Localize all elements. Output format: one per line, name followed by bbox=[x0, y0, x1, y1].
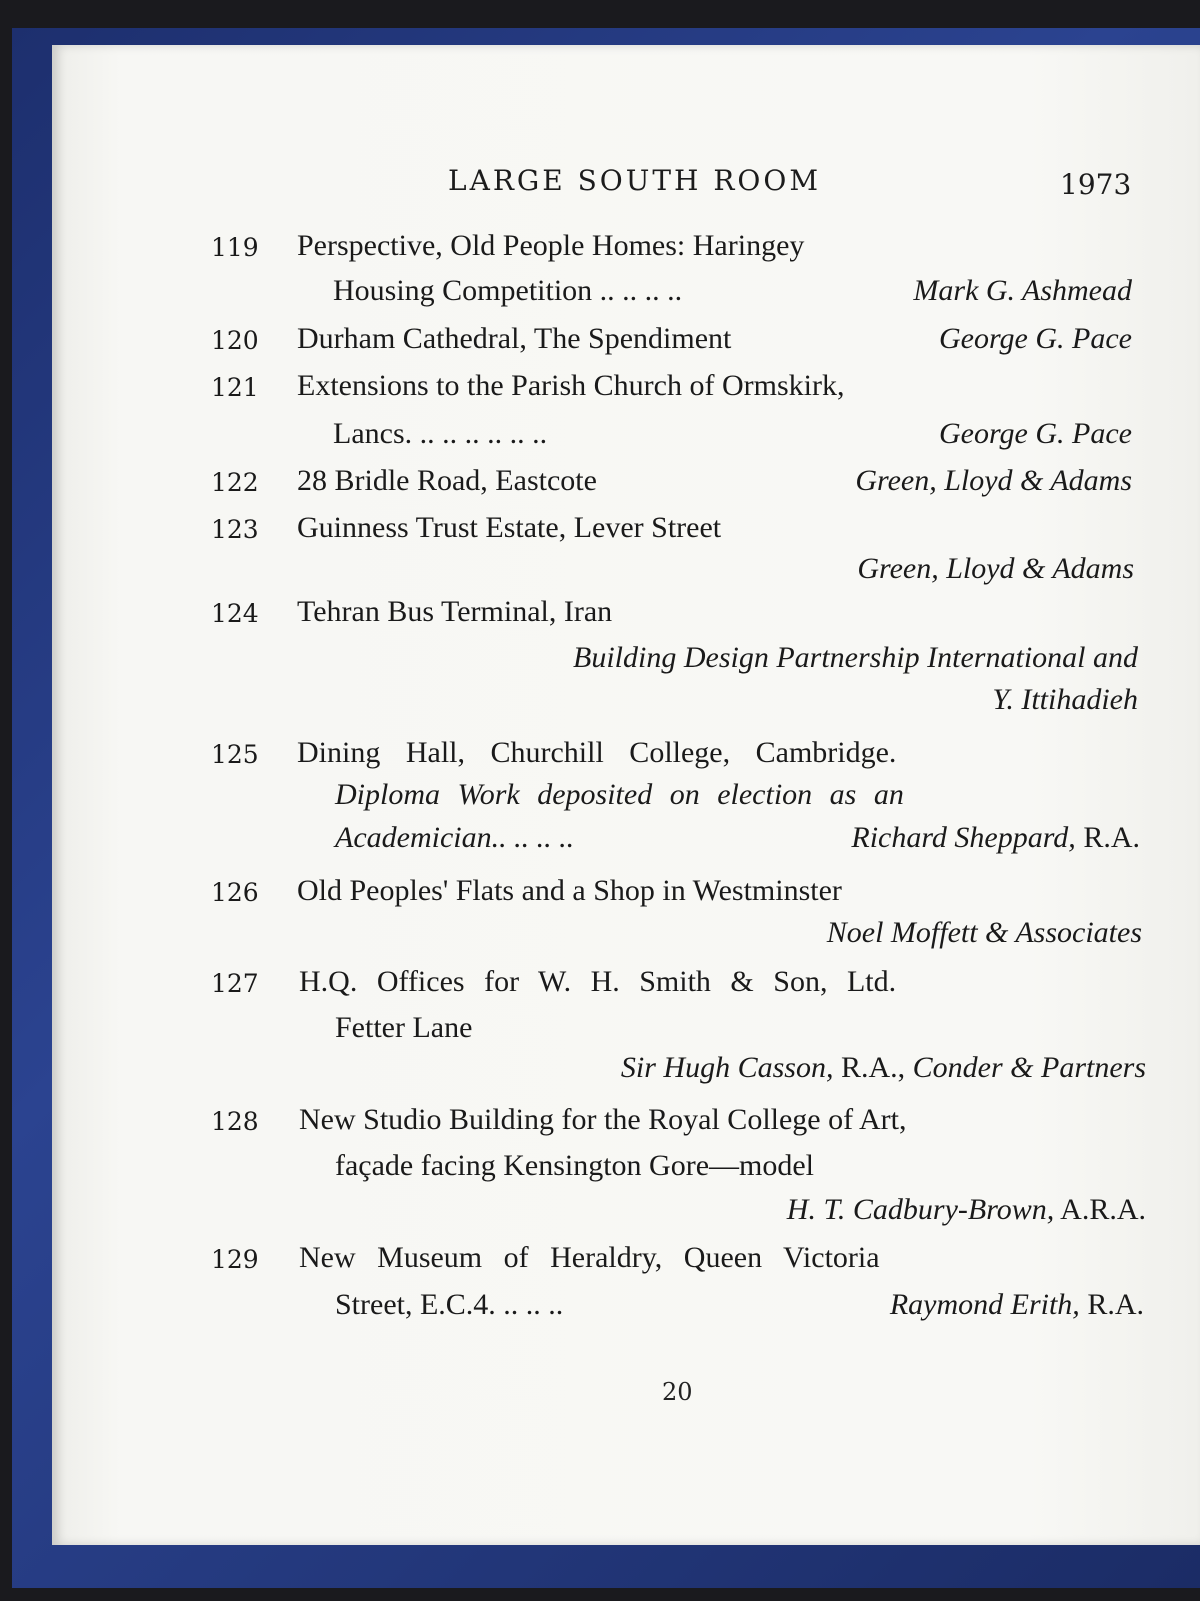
entry-architect bbox=[740, 820, 1140, 856]
entry-title: Street, E.C.4. .. .. .. bbox=[335, 1288, 564, 1321]
entry-title: Tehran Bus Terminal, Iran bbox=[297, 595, 613, 628]
entry-number: 124 bbox=[211, 599, 259, 628]
entry-title: New Museum of Heraldry, Queen Victoria bbox=[299, 1241, 880, 1274]
entry-title: Lancs. .. .. .. .. .. .. bbox=[333, 417, 548, 450]
entry-title: Housing Competition .. .. .. .. bbox=[333, 274, 683, 307]
entry-number: 121 bbox=[211, 373, 259, 402]
entry-title: Academician.. .. .. .. bbox=[335, 821, 575, 854]
entry-number: 127 bbox=[211, 969, 259, 998]
entry-architect: Y. Ittihadieh bbox=[992, 683, 1138, 716]
entry-title: Perspective, Old People Homes: Haringey bbox=[297, 229, 805, 262]
entry-number: 125 bbox=[211, 740, 259, 769]
entry-architect: George G. Pace bbox=[939, 322, 1132, 355]
entry-architect: Building Design Partnership International and bbox=[573, 641, 1138, 674]
entry-title: Old Peoples' Flats and a Shop in Westminster bbox=[297, 874, 842, 907]
entry-title: Durham Cathedral, The Spendiment bbox=[297, 322, 732, 355]
entry-architect: Noel Moffett & Associates bbox=[826, 916, 1142, 949]
entry-title: façade facing Kensington Gore—model bbox=[335, 1149, 814, 1182]
entry-architect: Mark G. Ashmead bbox=[913, 274, 1132, 307]
entry-title: New Studio Building for the Royal College of Art, bbox=[299, 1103, 907, 1136]
entry-architect: Green, Lloyd & Adams bbox=[855, 464, 1132, 497]
entry-architect: Green, Lloyd & Adams bbox=[857, 552, 1134, 585]
entry-architect bbox=[640, 1192, 1146, 1228]
architect-partner: Conder & Partners bbox=[912, 1051, 1146, 1084]
entry-title: Diploma Work deposited on election as an bbox=[335, 778, 904, 811]
entry-title: Fetter Lane bbox=[335, 1011, 473, 1044]
page-number: 20 bbox=[662, 1378, 693, 1406]
architect-name: Raymond Erith, bbox=[889, 1288, 1080, 1321]
running-title: LARGE SOUTH ROOM bbox=[448, 164, 821, 197]
year: 1973 bbox=[1060, 168, 1132, 201]
academic-suffix: R.A. bbox=[1087, 1288, 1144, 1321]
entry-number: 122 bbox=[211, 468, 259, 497]
entry-title: H.Q. Offices for W. H. Smith & Son, Ltd. bbox=[299, 965, 897, 998]
architect-name: H. T. Cadbury-Brown, bbox=[786, 1193, 1055, 1226]
academic-suffix: A.R.A. bbox=[1060, 1193, 1146, 1226]
entry-number: 119 bbox=[211, 233, 259, 262]
entry-architect bbox=[440, 1050, 1146, 1086]
entry-number: 128 bbox=[211, 1107, 259, 1136]
entry-number: 120 bbox=[211, 326, 259, 355]
entry-title: Guinness Trust Estate, Lever Street bbox=[297, 511, 722, 544]
entry-number: 129 bbox=[211, 1245, 259, 1274]
entry-title: Extensions to the Parish Church of Ormskirk, bbox=[297, 369, 845, 402]
academic-suffix: R.A. bbox=[1083, 821, 1140, 854]
entry-architect bbox=[780, 1287, 1144, 1323]
academic-suffix: R.A., bbox=[840, 1051, 906, 1084]
architect-name: Sir Hugh Casson, bbox=[620, 1051, 834, 1084]
entry-number: 126 bbox=[211, 878, 259, 907]
entry-title: Dining Hall, Churchill College, Cambridge. bbox=[297, 736, 897, 769]
entry-number: 123 bbox=[211, 515, 259, 544]
architect-name: Richard Sheppard, bbox=[851, 821, 1076, 854]
entry-architect: George G. Pace bbox=[939, 417, 1132, 450]
entry-title: 28 Bridle Road, Eastcote bbox=[297, 464, 597, 497]
